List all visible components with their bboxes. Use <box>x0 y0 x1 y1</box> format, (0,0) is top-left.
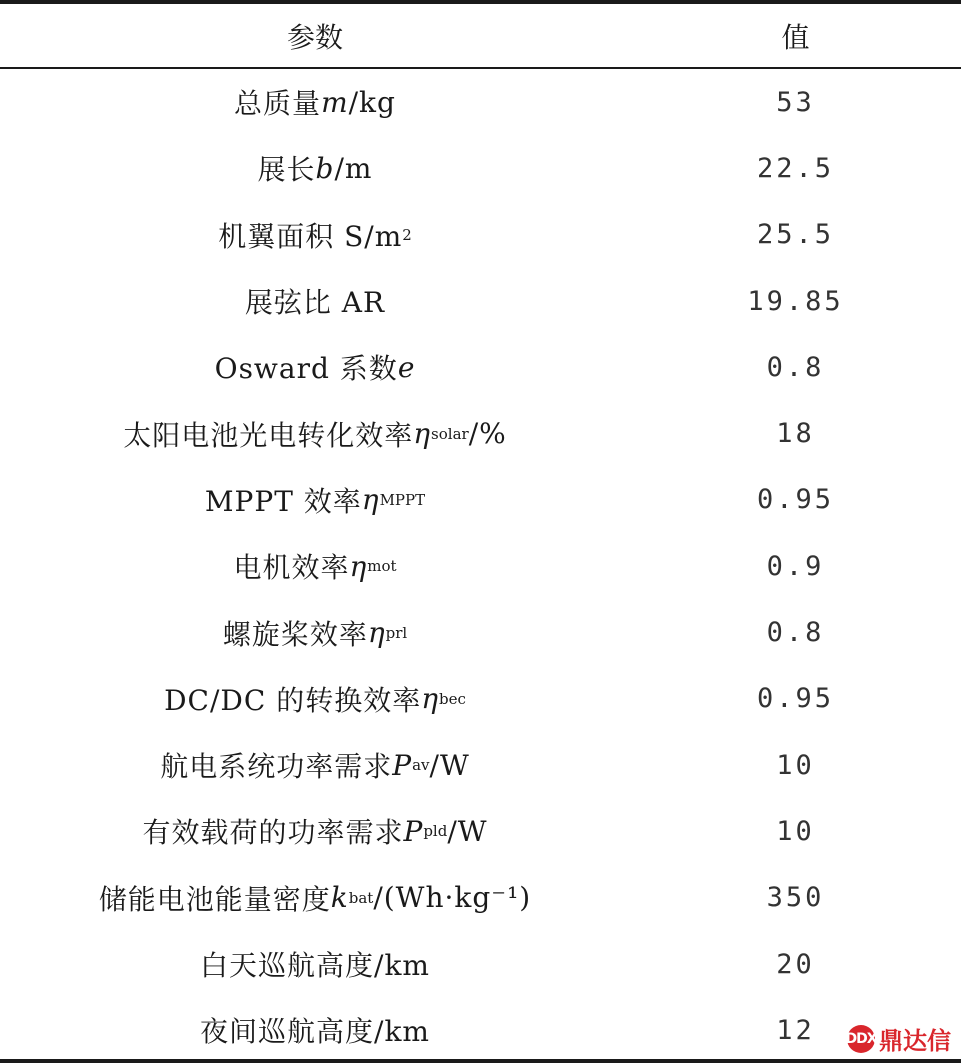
value-cell: 0.95 <box>756 484 835 516</box>
param-cell: 有效载荷的功率需求 P pld /W <box>142 814 488 850</box>
table-row <box>0 202 961 268</box>
param-cell: 展长 b /m <box>257 151 373 187</box>
param-cell: Osward 系数 e <box>214 350 416 386</box>
value-cell: 10 <box>776 749 815 781</box>
table-row <box>0 732 961 798</box>
param-cell: 展弦比 AR <box>244 286 386 320</box>
value-cell: 53 <box>776 86 815 118</box>
param-cell: 螺旋桨效率 η prl <box>222 616 408 651</box>
table-row <box>0 666 961 732</box>
table-row <box>0 865 961 931</box>
table-row <box>0 334 961 400</box>
table-bottom-rule <box>0 1059 961 1063</box>
value-cell: 20 <box>776 948 815 980</box>
table-row <box>0 69 961 135</box>
param-cell: DC/DC 的转换效率 η bec <box>164 682 466 717</box>
param-cell: 太阳电池光电转化效率 η solar /% <box>123 417 507 452</box>
param-cell: 夜间巡航高度/km <box>200 1015 430 1049</box>
table-body <box>0 69 961 1063</box>
watermark-logo-icon: DDX <box>847 1025 875 1053</box>
param-cell: 白天巡航高度/km <box>200 949 430 982</box>
param-cell: 总质量 m /kg <box>234 85 396 121</box>
value-cell: 10 <box>776 815 815 847</box>
value-cell: 18 <box>776 418 815 450</box>
value-cell: 0.8 <box>766 351 825 383</box>
table-row <box>0 798 961 864</box>
table-row <box>0 268 961 334</box>
value-cell: 22.5 <box>756 152 835 184</box>
value-cell: 12 <box>776 1014 815 1046</box>
param-cell: 航电系统功率需求 P av /W <box>160 748 470 784</box>
table-row <box>0 400 961 466</box>
param-cell: MPPT 效率 η MPPT <box>204 483 426 518</box>
value-cell: 19.85 <box>747 285 844 317</box>
table-row <box>0 467 961 533</box>
header-param: 参数 <box>286 20 343 54</box>
value-cell: 0.95 <box>756 683 835 715</box>
param-cell: 储能电池能量密度 k bat /(Wh·kg⁻¹) <box>98 881 532 916</box>
table-row <box>0 997 961 1063</box>
table-row <box>0 533 961 599</box>
value-cell: 0.8 <box>766 617 825 649</box>
watermark-text: 鼎达信 <box>879 1027 951 1055</box>
watermark <box>847 1021 951 1056</box>
table-row <box>0 931 961 997</box>
header-value: 值 <box>781 20 810 54</box>
param-cell: 电机效率 η mot <box>233 549 397 585</box>
value-cell: 350 <box>766 882 825 914</box>
param-cell: 机翼面积 S/m 2 <box>218 219 412 253</box>
table-row <box>0 135 961 201</box>
table-row <box>0 599 961 665</box>
value-cell: 0.9 <box>766 550 825 582</box>
table-header <box>0 4 961 67</box>
value-cell: 25.5 <box>756 219 835 251</box>
